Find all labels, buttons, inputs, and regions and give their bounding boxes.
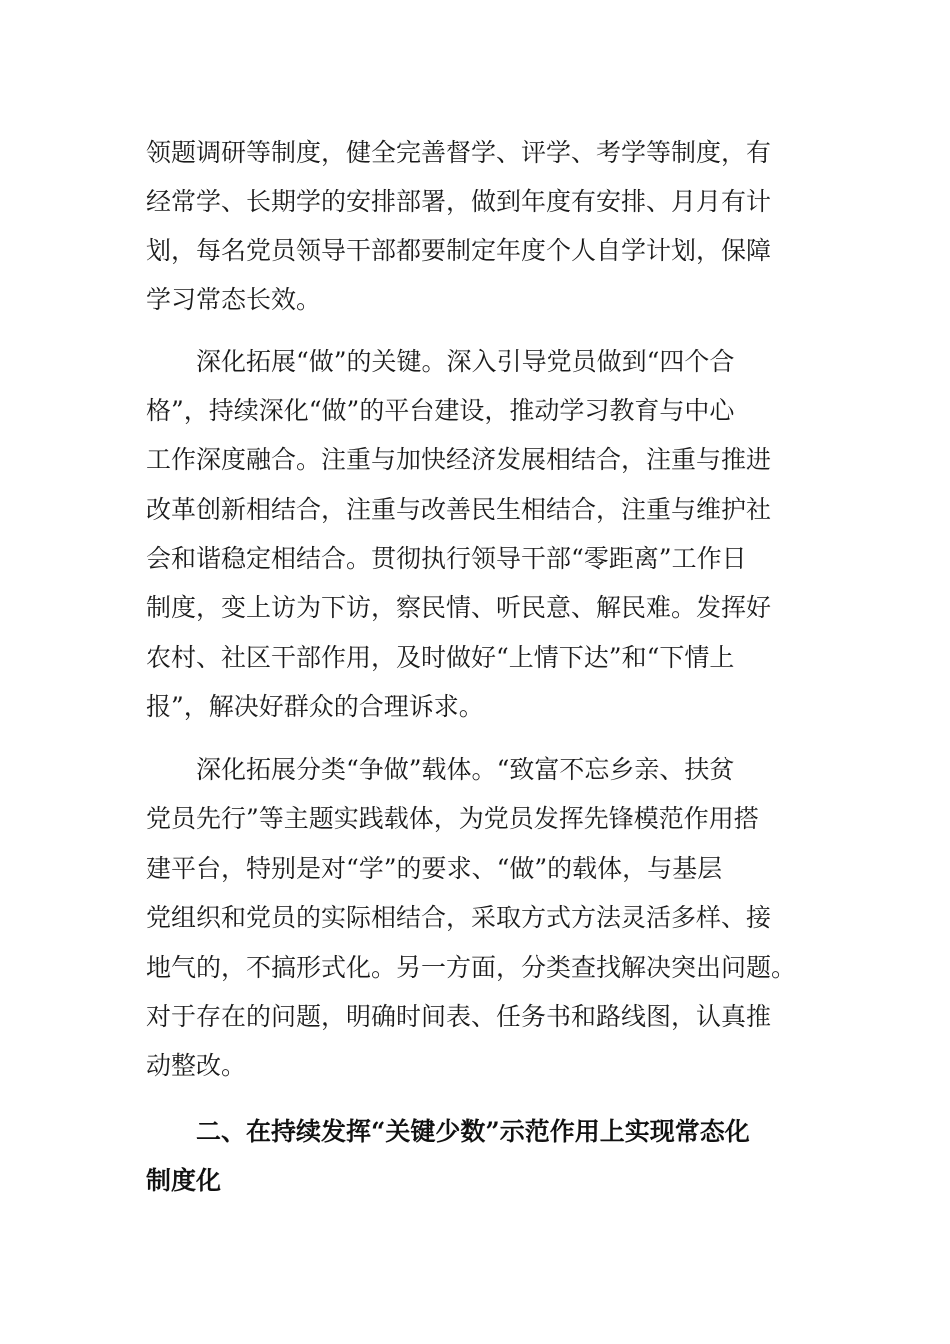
- text-line: 划，每名党员领导干部都要制定年度个人自学计划，保障: [146, 236, 772, 265]
- text-line: 动整改。: [146, 1051, 247, 1080]
- text-line: 党组织和党员的实际相结合，采取方式方法灵活多样、接: [146, 903, 772, 932]
- text-line: 改革创新相结合，注重与改善民生相结合，注重与维护社: [146, 495, 772, 524]
- section-heading-continued: 制度化: [146, 1166, 222, 1195]
- text-line: 地气的，不搞形式化。另一方面，分类查找解决突出问题。: [146, 953, 797, 982]
- text-line: 对于存在的问题，明确时间表、任务书和路线图，认真推: [146, 1002, 772, 1031]
- section-heading: 二、在持续发挥“关键少数”示范作用上实现常态化: [196, 1117, 750, 1146]
- text-line: 学习常态长效。: [146, 285, 322, 314]
- text-line: 经常学、长期学的安排部署，做到年度有安排、月月有计: [146, 187, 772, 216]
- paragraph-heading-line: 深化拓展“做”的关键。深入引导党员做到“四个合: [196, 347, 735, 376]
- text-line: 党员先行”等主题实践载体，为党员发挥先锋模范作用搭: [146, 804, 759, 833]
- text-line: 会和谐稳定相结合。贯彻执行领导干部“零距离”工作日: [146, 544, 747, 573]
- text-line: 农村、社区干部作用，及时做好“上情下达”和“下情上: [146, 643, 735, 672]
- paragraph-heading-line: 深化拓展分类“争做”载体。“致富不忘乡亲、扶贫: [196, 755, 735, 784]
- text-line: 制度，变上访为下访，察民情、听民意、解民难。发挥好: [146, 593, 772, 622]
- text-line: 工作深度融合。注重与加快经济发展相结合，注重与推进: [146, 445, 772, 474]
- text-line: 报”，解决好群众的合理诉求。: [146, 692, 484, 721]
- text-line: 格”，持续深化“做”的平台建设，推动学习教育与中心: [146, 396, 735, 425]
- text-line: 领题调研等制度，健全完善督学、评学、考学等制度，有: [146, 138, 772, 167]
- text-line: 建平台，特别是对“学”的要求、“做”的载体，与基层: [146, 854, 723, 883]
